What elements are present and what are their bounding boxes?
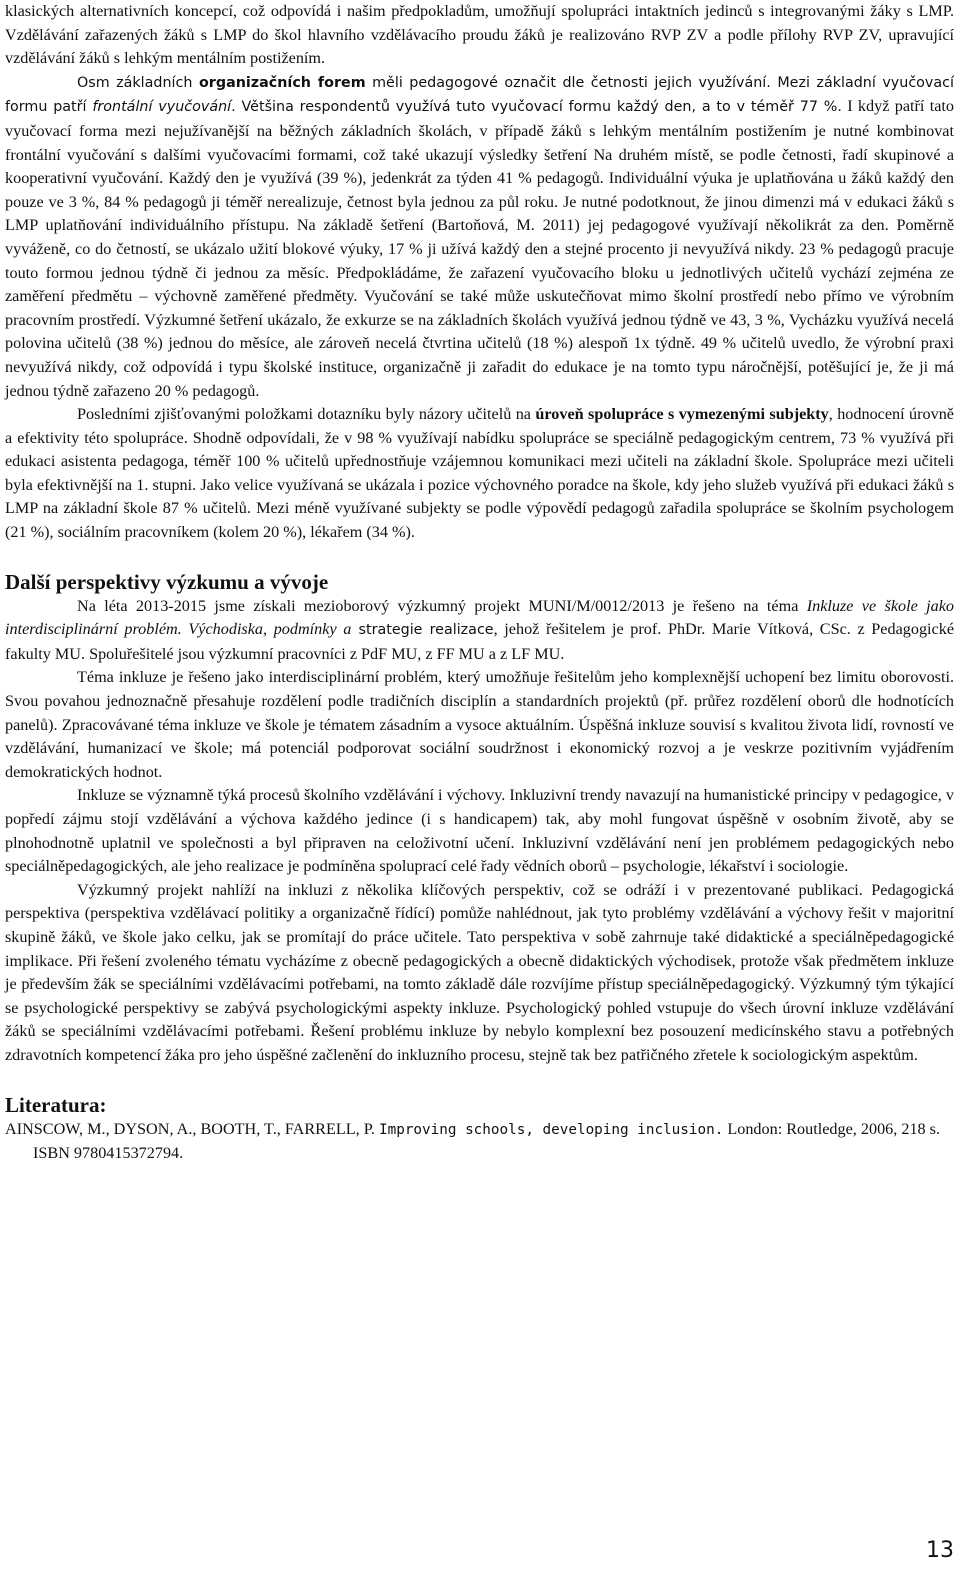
paragraph-intro: klasických alternativních koncepcí, což odpovídá i našim předpokladům, umožňují spolupráci intaktních jedinců s integrovanými žáky s LMP. Vzdělávání zařazených žáků s LMP do škol hlavního vzdělávacího proudu žáků je realizováno RVP ZV a podle přílohy RVP ZV, upravující vzdělávání žáků s lehkým mentálním postižením. [5, 2, 954, 68]
project-title-end: strategie realizace [351, 622, 494, 639]
reference-item [5, 1118, 954, 1166]
reference-title: Improving schools, developing inclusion. [379, 1121, 724, 1138]
paragraph-inclusion-topic: Téma inkluze je řešeno jako interdisciplinární problém, který umožňuje řešitelům jeho komplexnější uchopení bez limitu oborovosti. Svou povahou jednoznačně přesahuje rozdělení podle tradičních disciplín a standardních projektů (př. průřez rozdělení oborů dle hodnotících panelů). Zpracovávané téma inkluze ve škole je tématem zásadním a vysoce aktuálním. Úspěšná inkluze souvisí s kvalitou života lidí, rovností ve vzdělávání, humanizací ve škole; má potenciál podporovat sociální soudržnost i ekonomický rozvoj a je veskrze pozitivním vyjádřením demokratických hodnot. [5, 668, 954, 781]
paragraph-inclusion-processes: Inkluze se významně týká procesů školního vzdělávání i výchovy. Inkluzivní trendy navazují na humanistické principy v pedagogice, v popředí zájmu stojí vzdělávání a výchova každého jedince (i s handicapem) tak, aby mohl fungovat úspěšně v osobním životě, aby se plnohodnotně uplatnil ve společnosti a byl připraven na celoživotní učení. Inkluzivní vzdělávání není jen problémem pedagogických nebo speciálněpedagogických, ale jeho realizace je podmíněna spoluprací celé řady vědních oborů – psychologie, lékařství i sociologie. [5, 786, 954, 876]
term-cooperation-level: úroveň spolupráce s vymezenými subjekty [535, 405, 829, 424]
page-number: 13 [926, 1538, 954, 1563]
paragraph-organizational-forms [5, 71, 954, 403]
reference-authors: AINSCOW, M., DYSON, A., BOOTH, T., FARRELL, P. [5, 1119, 379, 1138]
cooperation-post: , hodnocení úrovně a efektivity této spolupráce. Shodně odpovídali, že v 98 % využívají nabídku spolupráce se speciálně pedagogickým centrem, 73 % využívá při edukaci asistenta pedagoga, téměř 100 % učitelů upřednostňuje vzájemnou komunikaci mezi učiteli na základní škole. Spolupráce mezi učiteli byla efektivnější na 1. stupni. Jako velice využívaná se ukázala i pozice výchovného poradce na škole, kdy jeho služeb využívá při edukaci žáků s LMP na základní škole 87 % učitelů. Mezi méně využívané subjekty se podle výpovědí pedagogů zařadila spolupráce se školním psychologem (21 %), sociálním pracovníkem (kolem 20 %), lékařem (34 %). [5, 405, 954, 542]
reference-publisher: London: Routledge, 2006, 218 s. ISBN 9780415372794. [33, 1119, 941, 1163]
term-organizational-forms: organizačních forem [198, 74, 366, 91]
section-heading-perspectives: Další perspektivy výzkumu a vývoje [5, 569, 329, 594]
project-title: Inkluze ve škole jako interdisciplinární problém. Východiska, podmínky a [5, 596, 954, 639]
term-frontal-teaching: frontální vyučování [92, 99, 232, 116]
sentence-forms-2: měli pedagogové označit dle četnosti jejich využívání. Mezi základní vyučovací formu patří [5, 74, 954, 116]
cooperation-pre: Posledními zjišťovanými položkami dotazníku byly názory učitelů na [77, 405, 536, 424]
sentence-forms-rest: I když patří tato vyučovací forma mezi nejužívanější na běžných základních školách, v případě žáků s lehkým mentálním postižením je nutné kombinovat frontální vyučování s dalšími vyučovacími formami, což také ukazují výsledky šetření Na druhém místě, se podle četnosti, řadí skupinové a kooperativní vyučování. Každý den je využívá (39 %), jedenkrát za týden 41 % pedagogů. Individuální výuka je uplatňována u žáků každý den pouze ve 3 %, 84 % pedagogů ji téměř nerealizuje, četnost byla jednou za půl roku. Je nutné podotknout, že jinou dimenzi má v edukaci žáků s LMP uplatňování individuálního přístupu. Na základě šetření (Bartoňová, M. 2011) jej pedagogové využívají několikrát za den. Poměrně vyváženě, co do četností, se ukázalo užití blokové výuky, 17 % ji užívá každý den a stejné procento ji nevyužívá nikdy. 23 % pedagogů pracuje touto formou jednou týdně či jednou za měsíc. Předpokládáme, že zařazení vyučovacího bloku u jednotlivých učitelů vychází zejména ze zaměření předmětu – výchovně zaměřené předměty. Vyučování se také může uskutečňovat mimo školní prostředí nebo přímo ve výrobním pracovním prostředí. Výzkumné šetření ukázalo, že exkurze se na základních školách využívá jednou týdně ve 43, 3 %, Vycházku využívá necelá polovina učitelů (38 %) jednou do měsíce, ale zároveň necelá čtvrtina učitelů (18 %) alespoň 1x týdně. 49 % učitelů uvedlo, že výrobní praxi nevyužívá nikdy, což odpovídá i typu školské instituce, organizačně ji zařadit do edukace je na tomto typu náročnější, potěšující je, že ji má jednou týdně zařazeno 20 % pedagogů. [5, 97, 955, 400]
project-pre: Na léta 2013-2015 jsme získali mezioborový výzkumný projekt MUNI/M/0012/2013 je řešeno na téma [77, 596, 807, 615]
paragraph-research-perspectives: Výzkumný projekt nahlíží na inkluzi z několika klíčových perspektiv, což se odráží i v prezentované publikaci. Pedagogická perspektiva (perspektiva vzdělávací politiky a organizačně řídící) pomůže nahlédnout, jak tyto problémy vzdělávání a výchovy řešit v majoritní skupině žáků, ve škole jako celku, jak se promítají do práce učitele. Tato perspektiva v sobě zahrnuje také didaktické a speciálněpedagogické implikace. Při řešení zvoleného tématu vycházíme z obecně pedagogických a obecně didaktických východisek, protože však předmětem inkluze je především žák se speciálními vzdělávacími potřebami, na tomto základě dále rozvíjíme přístup speciálněpedagogický. Výzkumný tým týkající se psychologické perspektivy se zabývá psychologickými aspekty inkluze. Psychologický pohled vstupuje do všech úrovní inkluze vzdělávání žáků se speciálními vzdělávacími potřebami. Řešení problému inkluze by nebylo komplexní bez posouzení medicínského stavu a potřebných zdravotních kompetencí žáka pro jeho úspěšné začlenění do inkluzního procesu, stejně tak bez patřičného zřetele k sociologickým aspektům. [5, 880, 954, 1064]
sentence-forms-3: . Většina respondentů využívá tuto vyučovací formu každý den, a to v téměř 77 %. [231, 99, 842, 116]
sentence-forms-1: Osm základních [77, 74, 199, 91]
paragraph-cooperation [5, 403, 954, 545]
paragraph-project [5, 595, 954, 667]
section-heading-literature: Literatura: [5, 1092, 107, 1117]
project-post: , jehož řešitelem je prof. PhDr. Marie Vítková, CSc. z Pedagogické fakulty MU. Spoluřešitelé jsou výzkumní pracovníci z PdF MU, z FF MU a z LF MU. [5, 620, 955, 663]
